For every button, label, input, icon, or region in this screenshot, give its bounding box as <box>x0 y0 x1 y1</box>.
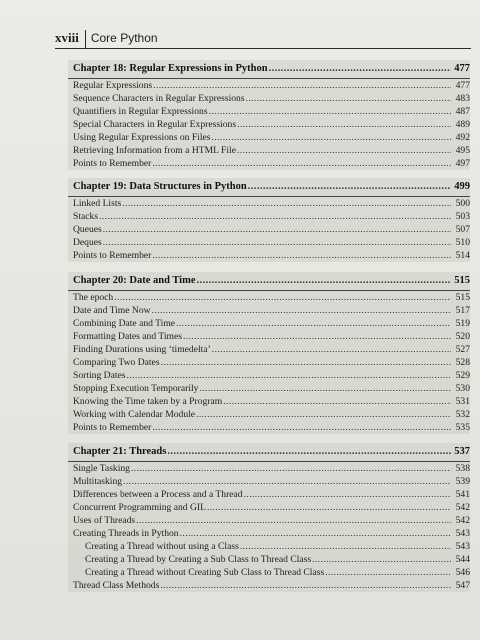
toc-entry <box>68 291 470 304</box>
entry-page: 528 <box>455 357 470 369</box>
entry-page: 497 <box>455 158 470 170</box>
entry-page: 489 <box>455 119 470 131</box>
chapter-page: 477 <box>454 63 470 74</box>
entry-page: 542 <box>455 515 470 527</box>
entry-title: Points to Remember <box>73 250 152 262</box>
chapter-title: Chapter 19: Data Structures in Python <box>73 181 247 192</box>
dot-leader <box>237 144 451 157</box>
dot-leader <box>152 157 451 170</box>
entry-page: 507 <box>455 224 470 236</box>
entry-title: Working with Calendar Module <box>73 409 196 421</box>
dot-leader <box>136 514 451 527</box>
entry-page: 530 <box>455 383 470 395</box>
chapter-section <box>68 178 470 262</box>
entry-page: 543 <box>455 541 470 553</box>
toc-entry <box>68 395 470 408</box>
entry-title: Special Characters in Regular Expressions <box>73 119 237 131</box>
entry-page: 510 <box>455 237 470 249</box>
toc-entry <box>68 118 470 131</box>
entry-title: Creating Threads in Python <box>73 528 179 540</box>
toc-entry <box>68 79 470 92</box>
entry-title: Knowing the Time taken by a Program <box>73 396 223 408</box>
chapter-heading <box>68 272 470 290</box>
book-title: Core Python <box>90 31 158 45</box>
entry-title: Regular Expressions <box>73 80 153 92</box>
toc-entry <box>68 356 470 369</box>
dot-leader <box>123 475 451 488</box>
dot-leader <box>180 527 451 540</box>
dot-leader <box>199 382 451 395</box>
toc-entry <box>68 501 470 514</box>
entry-title: Stopping Execution Temporarily <box>73 383 199 395</box>
chapter-page: 499 <box>454 181 470 192</box>
chapter-title: Chapter 20: Date and Time <box>73 275 196 286</box>
dot-leader <box>209 105 451 118</box>
dot-leader <box>246 92 451 105</box>
dot-leader <box>244 488 451 501</box>
entry-title: Uses of Threads <box>73 515 136 527</box>
toc-entry <box>68 488 470 501</box>
entry-title: Single Tasking <box>73 463 130 475</box>
chapter-section <box>68 272 470 434</box>
entry-page: 538 <box>455 463 470 475</box>
dot-leader <box>99 210 451 223</box>
entry-title: Differences between a Process and a Thread <box>73 489 243 501</box>
toc-entry <box>68 92 470 105</box>
dot-leader <box>152 304 451 317</box>
dot-leader <box>196 408 451 421</box>
entry-title: Finding Durations using ‘timedelta’ <box>73 344 211 356</box>
entry-title: Formatting Dates and Times <box>73 331 182 343</box>
toc-entry <box>68 144 470 157</box>
entry-page: 527 <box>455 344 470 356</box>
dot-leader <box>248 178 451 196</box>
toc-entry <box>68 304 470 317</box>
entry-title: Creating a Thread by Creating a Sub Class to Thread Class <box>85 554 312 566</box>
entry-page: 487 <box>455 106 470 118</box>
chapter-section <box>68 60 470 170</box>
toc-entry <box>68 131 470 144</box>
dot-leader <box>152 249 451 262</box>
entry-page: 517 <box>455 305 470 317</box>
entry-title: Queues <box>73 224 102 236</box>
dot-leader <box>167 443 451 461</box>
entry-page: 495 <box>455 145 470 157</box>
entry-page: 492 <box>455 132 470 144</box>
chapter-page: 515 <box>454 275 470 286</box>
toc-entry <box>68 421 470 434</box>
entry-page: 477 <box>455 80 470 92</box>
entry-title: Comparing Two Dates <box>73 357 160 369</box>
chapter-heading <box>68 60 470 78</box>
toc-entry <box>68 408 470 421</box>
dot-leader <box>114 291 451 304</box>
page-number: xviii <box>55 30 86 48</box>
toc-subentry <box>68 553 470 566</box>
toc-entry <box>68 579 470 592</box>
dot-leader <box>122 197 451 210</box>
entry-title: Stacks <box>73 211 99 223</box>
dot-leader <box>269 60 451 78</box>
dot-leader <box>183 330 451 343</box>
entry-page: 542 <box>455 502 470 514</box>
toc-entry <box>68 369 470 382</box>
toc-subentry <box>68 540 470 553</box>
entry-page: 519 <box>455 318 470 330</box>
entry-title: Linked Lists <box>73 198 122 210</box>
dot-leader <box>176 317 451 330</box>
toc-entry <box>68 157 470 170</box>
chapter-page: 537 <box>454 446 470 457</box>
entry-title: Sequence Characters in Regular Expressions <box>73 93 245 105</box>
dot-leader <box>131 462 451 475</box>
dot-leader <box>325 566 451 579</box>
dot-leader <box>152 421 451 434</box>
chapter-heading <box>68 443 470 461</box>
dot-leader <box>103 223 451 236</box>
entry-title: Concurrent Programming and GIL <box>73 502 206 514</box>
entry-title: The epoch <box>73 292 114 304</box>
entry-page: 539 <box>455 476 470 488</box>
toc-entry <box>68 462 470 475</box>
chapter-section <box>68 443 470 592</box>
entry-title: Using Regular Expressions on Files <box>73 132 211 144</box>
entry-title: Multitasking <box>73 476 123 488</box>
dot-leader <box>223 395 451 408</box>
entry-title: Quantifiers in Regular Expressions <box>73 106 208 118</box>
toc-entry <box>68 330 470 343</box>
dot-leader <box>161 356 451 369</box>
entry-page: 543 <box>455 528 470 540</box>
dot-leader <box>207 501 451 514</box>
entry-page: 515 <box>455 292 470 304</box>
toc-entry <box>68 223 470 236</box>
page-header <box>55 26 471 49</box>
entry-page: 531 <box>455 396 470 408</box>
entry-page: 529 <box>455 370 470 382</box>
dot-leader <box>237 118 451 131</box>
entry-page: 520 <box>455 331 470 343</box>
entry-page: 483 <box>455 93 470 105</box>
toc-entry <box>68 317 470 330</box>
entry-title: Thread Class Methods <box>73 580 160 592</box>
dot-leader <box>153 79 451 92</box>
entry-title: Date and Time Now <box>73 305 151 317</box>
dot-leader <box>312 553 451 566</box>
dot-leader <box>103 236 451 249</box>
entry-title: Points to Remember <box>73 158 152 170</box>
chapter-title: Chapter 21: Threads <box>73 446 167 457</box>
entry-page: 535 <box>455 422 470 434</box>
dot-leader <box>212 131 451 144</box>
dot-leader <box>160 579 451 592</box>
dot-leader <box>197 272 451 290</box>
toc-entry <box>68 343 470 356</box>
entry-title: Retrieving Information from a HTML File <box>73 145 236 157</box>
toc-entry <box>68 236 470 249</box>
entry-page: 541 <box>455 489 470 501</box>
entry-page: 547 <box>455 580 470 592</box>
toc-entry <box>68 514 470 527</box>
entry-title: Creating a Thread without Creating Sub Class to Thread Class <box>85 567 325 579</box>
toc-entry <box>68 249 470 262</box>
chapter-title: Chapter 18: Regular Expressions in Python <box>73 63 268 74</box>
toc-entry <box>68 197 470 210</box>
dot-leader <box>212 343 451 356</box>
entry-page: 544 <box>455 554 470 566</box>
entry-page: 500 <box>455 198 470 210</box>
entry-page: 546 <box>455 567 470 579</box>
entry-title: Sorting Dates <box>73 370 126 382</box>
dot-leader <box>127 369 452 382</box>
toc-entry <box>68 382 470 395</box>
entry-title: Deques <box>73 237 102 249</box>
entry-title: Creating a Thread without using a Class <box>85 541 239 553</box>
chapter-heading <box>68 178 470 196</box>
toc-subentry <box>68 566 470 579</box>
toc-entry <box>68 105 470 118</box>
toc-entry <box>68 475 470 488</box>
entry-page: 514 <box>455 250 470 262</box>
toc-entry <box>68 210 470 223</box>
toc-entry <box>68 527 470 540</box>
entry-page: 532 <box>455 409 470 421</box>
entry-title: Combining Date and Time <box>73 318 176 330</box>
entry-title: Points to Remember <box>73 422 152 434</box>
entry-page: 503 <box>455 211 470 223</box>
dot-leader <box>240 540 451 553</box>
